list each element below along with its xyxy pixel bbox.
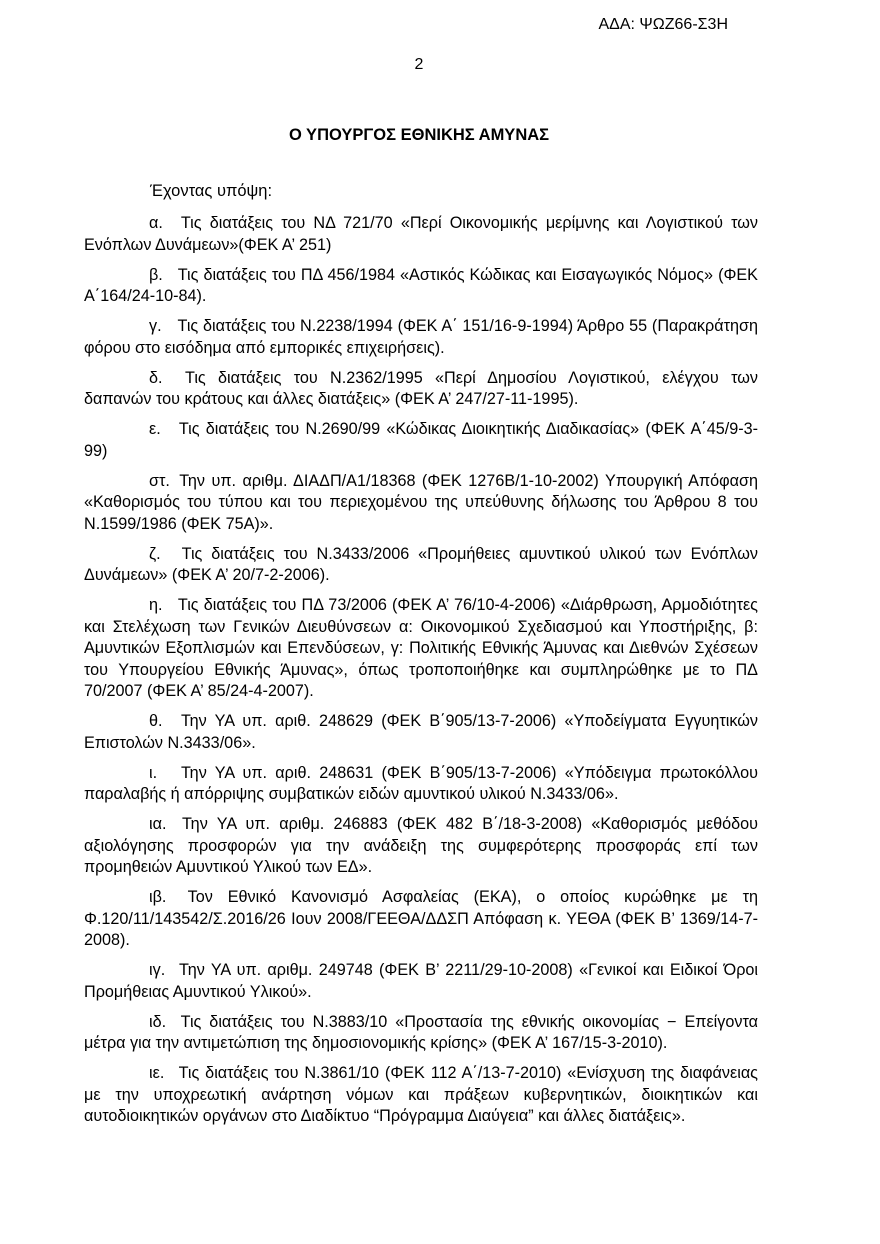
list-item	[84, 1063, 758, 1128]
item-text: Την ΥΑ υπ. αριθμ. 249748 (ΦΕΚ Β’ 2211/29-10-2008) «Γενικοί και Ειδικοί Όροι Προμήθειας Αμυντικού Υλικού».	[84, 961, 758, 1001]
list-item	[84, 711, 758, 754]
list-item	[84, 887, 758, 952]
item-marker: β.	[149, 265, 163, 284]
item-text: Τις διατάξεις του Ν.3883/10 «Προστασία της εθνικής οικονομίας − Επείγοντα μέτρα για την αντιμετώπιση της δημοσιονομικής κρίσης» (ΦΕΚ Α’ 167/15-3-2010).	[84, 1012, 758, 1052]
ada-code: ΑΔΑ: ΨΩΖ66-Σ3Η	[598, 16, 728, 33]
item-marker: ιγ.	[149, 961, 166, 979]
item-marker: ια.	[149, 815, 167, 833]
provisions-list	[84, 213, 758, 1136]
intro-text: Έχοντας υπόψη:	[150, 182, 273, 200]
page-number: 2	[414, 56, 424, 73]
item-text: Τις διατάξεις του ΠΔ 456/1984 «Αστικός Κώδικας και Εισαγωγικός Νόμος» (ΦΕΚ Α΄164/24-10-84).	[84, 265, 758, 305]
list-item	[84, 544, 758, 587]
list-item	[84, 368, 758, 411]
item-text: Τις διατάξεις του Ν.2690/99 «Κώδικας Διοικητικής Διαδικασίας» (ΦΕΚ Α΄45/9-3-99)	[84, 420, 758, 460]
list-item	[84, 1012, 758, 1055]
item-text: Τις διατάξεις του Ν.2238/1994 (ΦΕΚ Α΄ 151/16-9-1994) Άρθρο 55 (Παρακράτηση φόρου στο εισόδημα από εμπορικές επιχειρήσεις).	[84, 317, 758, 357]
item-marker: α.	[149, 214, 163, 232]
item-text: Τις διατάξεις του Ν.3433/2006 «Προμήθειες αμυντικού υλικού των Ενόπλων Δυνάμεων» (ΦΕΚ Α’ 20/7-2-2006).	[84, 544, 758, 584]
item-text: Τις διατάξεις του Ν.3861/10 (ΦΕΚ 112 Α΄/13-7-2010) «Ενίσχυση της διαφάνειας με την υποχρεωτική ανάρτηση νόμων και πράξεων κυβερνητικών, διοικητικών και αυτοδιοικητικών οργάνων στο Διαδίκτυο “Πρόγραμμα Διαύγεια” και άλλες διατάξεις».	[84, 1064, 758, 1125]
document-title: Ο ΥΠΟΥΡΓΟΣ ΕΘΝΙΚΗΣ ΑΜΥΝΑΣ	[288, 126, 550, 144]
item-text: Τις διατάξεις του Ν.2362/1995 «Περί Δημοσίου Λογιστικού, ελέγχου των δαπανών του κράτους και άλλες διατάξεις» (ΦΕΚ Α’ 247/27-11-1995).	[84, 368, 758, 408]
item-marker: η.	[149, 596, 163, 614]
item-marker: ιδ.	[149, 1012, 167, 1031]
item-text: Την ΥΑ υπ. αριθμ. 246883 (ΦΕΚ 482 Β΄/18-3-2008) «Καθορισμός μεθόδου αξιολόγησης προσφορών για την ανάδειξη της συμφερότερης προσφοράς επί των προμηθειών Αμυντικού Υλικού των ΕΔ».	[84, 815, 758, 876]
item-marker: θ.	[149, 712, 163, 730]
list-item	[84, 213, 758, 256]
list-item	[84, 471, 758, 536]
list-item	[84, 960, 758, 1003]
list-item	[84, 814, 758, 879]
item-text: Τον Εθνικό Κανονισμό Ασφαλείας (ΕΚΑ), ο οποίος κυρώθηκε με τη Φ.120/11/143542/Σ.2016/26 Ιουν 2008/ΓΕΕΘΑ/ΔΔΣΠ Απόφαση κ. ΥΕΘΑ (ΦΕΚ Β’ 1369/14-7-2008).	[84, 888, 758, 949]
item-marker: ι.	[149, 763, 158, 782]
item-marker: στ.	[149, 471, 170, 490]
list-item	[84, 316, 758, 359]
item-text: Τις διατάξεις του ΠΔ 73/2006 (ΦΕΚ Α’ 76/10-4-2006) «Διάρθρωση, Αρμοδιότητες και Στελέχωση των Γενικών Διευθύνσεων α: Οικονομικού Σχεδιασμού και Υποστήριξης, β: Αμυντικών Εξοπλισμών και Επενδύσεων, γ: Πολιτικής Εθνικής Άμυνας και Διεθνών Σχέσεων του Υπουργείου Εθνικής Άμυνας», όπως τροποποιήθηκε και συμπληρώθηκε με το ΠΔ 70/2007 (ΦΕΚ Α’ 85/24-4-2007).	[84, 596, 758, 700]
item-text: Την ΥΑ υπ. αριθ. 248631 (ΦΕΚ Β΄905/13-7-2006) «Υπόδειγμα πρωτοκόλλου παραλαβής ή απόρριψης συμβατικών ειδών αμυντικού υλικού Ν.3433/06».	[84, 763, 758, 803]
list-item	[84, 763, 758, 806]
item-marker: ιβ.	[149, 888, 167, 906]
item-marker: δ.	[149, 368, 163, 387]
item-text: Τις διατάξεις του ΝΔ 721/70 «Περί Οικονομικής μερίμνης και Λογιστικού των Ενόπλων Δυνάμεων»(ΦΕΚ Α’ 251)	[84, 214, 758, 254]
item-text: Την υπ. αριθμ. ΔΙΑΔΠ/Α1/18368 (ΦΕΚ 1276Β/1-10-2002) Υπουργική Απόφαση «Καθορισμός του τύπου και του περιεχομένου της υπεύθυνης δήλωσης του Άρθρου 8 του Ν.1599/1986 (ΦΕΚ 75Α)».	[84, 471, 758, 533]
list-item	[84, 595, 758, 703]
list-item	[84, 265, 758, 308]
item-marker: ζ.	[149, 544, 161, 563]
list-item	[84, 419, 758, 462]
item-text: Την ΥΑ υπ. αριθ. 248629 (ΦΕΚ Β΄905/13-7-2006) «Υποδείγματα Εγγυητικών Επιστολών Ν.3433/06».	[84, 712, 758, 752]
item-marker: γ.	[149, 317, 162, 335]
item-marker: ε.	[149, 420, 161, 438]
item-marker: ιε.	[149, 1064, 165, 1082]
